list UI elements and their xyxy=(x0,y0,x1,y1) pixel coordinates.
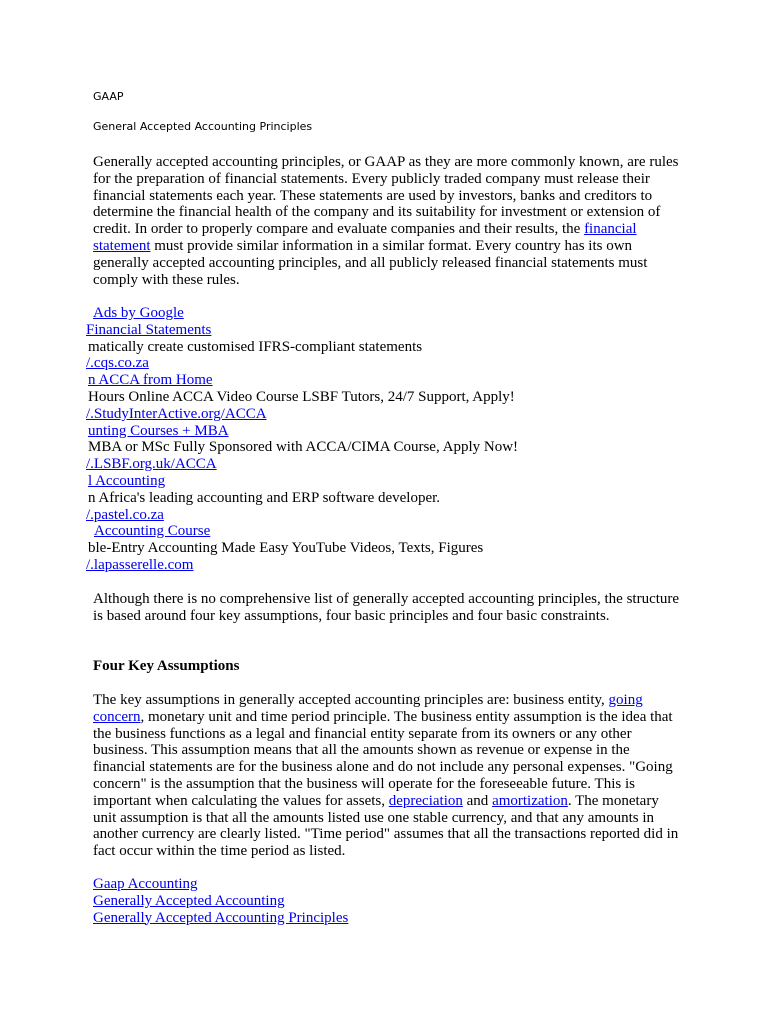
going-concern-link[interactable]: going concern xyxy=(93,692,643,725)
assumptions-paragraph xyxy=(93,692,683,860)
assumptions-text: , monetary unit and time period principle. The business entity assumption is the idea that the business functions as a legal and financial entity separate from its owners or any other business. This assumption means that all the amounts shown as revenue or expense in the financial statements are for the business alone and do not include any personal expenses. "Going concern" is the assumption that the business will operate for the foreseeable future. This is important when calculating the values for assets, xyxy=(93,708,673,809)
related-links xyxy=(93,876,348,926)
ad-title-link[interactable]: Accounting Course xyxy=(94,523,211,540)
intro-text-end: must provide similar information in a similar format. Every country has its own generally accepted accounting principles, and all publicly released financial statements must comply with these rules. xyxy=(93,237,648,288)
ad-title-link[interactable]: n ACCA from Home xyxy=(88,372,213,389)
ad-title-link[interactable]: l Accounting xyxy=(88,472,166,489)
ad-url-link[interactable]: /.LSBF.org.uk/ACCA xyxy=(86,456,217,473)
ads-block xyxy=(62,305,682,574)
ad-description: MBA or MSc Fully Sponsored with ACCA/CIMA Course, Apply Now! xyxy=(88,439,519,456)
ads-by-google-link[interactable]: Ads by Google xyxy=(93,305,184,321)
document-title: GAAP xyxy=(93,90,124,103)
ad-url-link[interactable]: /.cqs.co.za xyxy=(86,355,149,372)
ad-url-link[interactable]: /.pastel.co.za xyxy=(86,506,164,523)
financial-statement-link[interactable]: financial statement xyxy=(93,221,637,254)
ad-url-link[interactable]: /.StudyInterActive.org/ACCA xyxy=(86,405,267,422)
ad-title-link[interactable]: Financial Statements xyxy=(86,321,212,338)
intro-text-start: Generally accepted accounting principles, or GAAP as they are more commonly known, are rules for the preparation of financial statements. Every publicly traded company must release their financial statements each year. These statements are used by investors, banks and creditors to determine the financial health of the company and its suitability for investment or extension of credit. In order to properly compare and evaluate companies and their results, the xyxy=(93,154,679,238)
related-link-generally-accepted-accounting-principles[interactable]: Generally Accepted Accounting Principles xyxy=(93,909,349,926)
assumptions-text: The key assumptions in generally accepted accounting principles are: business entity, xyxy=(93,692,609,708)
ad-description: ble-Entry Accounting Made Easy YouTube Videos, Texts, Figures xyxy=(88,540,484,557)
ad-url-link[interactable]: /.lapasserelle.com xyxy=(86,556,194,573)
structure-paragraph: Although there is no comprehensive list of generally accepted accounting principles, the structure is based around four key assumptions, four basic principles and four basic constraints. xyxy=(93,591,680,624)
document-subtitle: General Accepted Accounting Principles xyxy=(93,120,313,133)
assumptions-text: and xyxy=(462,792,493,809)
depreciation-link[interactable]: depreciation xyxy=(388,792,463,809)
assumptions-text: . The monetary unit assumption is that all the amounts listed use one stable currency, and that any amounts in another currency are clearly listed. "Time period" assumes that all the transactions reported did in fact occur within the time period as listed. xyxy=(93,792,679,860)
related-link-gaap-accounting[interactable]: Gaap Accounting xyxy=(93,876,198,892)
ad-title-link[interactable]: unting Courses + MBA xyxy=(88,422,229,439)
ad-description: n Africa's leading accounting and ERP software developer. xyxy=(88,489,441,506)
amortization-link[interactable]: amortization xyxy=(492,792,568,809)
ad-description: matically create customised IFRS-compliant statements xyxy=(88,338,423,355)
section-heading: Four Key Assumptions xyxy=(93,658,240,674)
ad-description: Hours Online ACCA Video Course LSBF Tutors, 24/7 Support, Apply! xyxy=(88,388,515,405)
intro-paragraph xyxy=(93,154,683,288)
related-link-generally-accepted-accounting[interactable]: Generally Accepted Accounting xyxy=(93,892,285,909)
